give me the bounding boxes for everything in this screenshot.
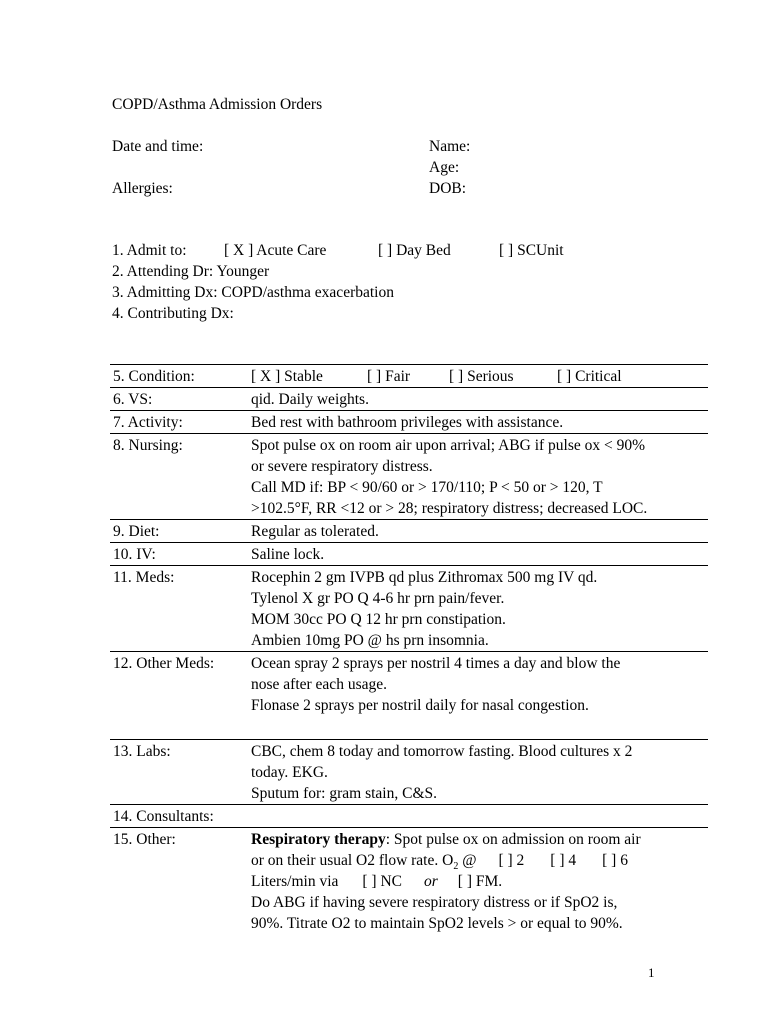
- diet-label: 9. Diet:: [110, 520, 251, 543]
- nursing-value: [251, 434, 708, 520]
- table-row: [110, 520, 708, 543]
- meds-line: Ambien 10mg PO @ hs prn insomnia.: [251, 632, 489, 649]
- titrate-line: 90%. Titrate O2 to maintain SpO2 levels > or equal to 90%.: [251, 915, 623, 932]
- iv-value: [251, 543, 708, 566]
- labs-label: 13. Labs:: [110, 740, 251, 805]
- admit-option-acute-care: [ X ] Acute Care: [224, 242, 327, 259]
- age-label: Age:: [429, 159, 460, 176]
- respiratory-therapy-line: [251, 829, 708, 850]
- activity-text: Bed rest with bathroom privileges with assistance.: [251, 414, 564, 431]
- nc-option: [ ] NC: [362, 873, 402, 890]
- respiratory-therapy-text: : Spot pulse ox on admission on room air: [385, 831, 641, 848]
- activity-value: [251, 411, 708, 434]
- activity-label: 7. Activity:: [110, 411, 251, 434]
- or-text: or: [424, 873, 438, 890]
- condition-option-critical: [ ] Critical: [557, 368, 622, 385]
- other-meds-line: Ocean spray 2 sprays per nostril 4 times a day and blow the: [251, 655, 621, 672]
- vs-value: [251, 388, 708, 411]
- o2-at-text: @: [458, 852, 477, 869]
- labs-line: Sputum for: gram stain, C&S.: [251, 785, 437, 802]
- admitting-dx-line: 3. Admitting Dx: COPD/asthma exacerbation: [112, 284, 394, 301]
- allergies-label: Allergies:: [112, 180, 173, 197]
- flow-option-6: [ ] 6: [602, 852, 628, 869]
- other-value: [251, 828, 708, 935]
- admit-to-label: 1. Admit to:: [112, 242, 187, 259]
- consultants-label: 14. Consultants:: [110, 805, 251, 828]
- flow-option-4: [ ] 4: [550, 852, 577, 869]
- liters-per-min-text: Liters/min via: [251, 873, 339, 890]
- nursing-line: or severe respiratory distress.: [251, 458, 433, 475]
- other-label: 15. Other:: [110, 828, 251, 935]
- o2-flow-line: [251, 850, 708, 871]
- date-time-label: Date and time:: [112, 138, 204, 155]
- admit-to-line: [112, 241, 564, 260]
- table-row: [110, 365, 708, 388]
- dob-label: DOB:: [429, 180, 467, 197]
- table-row: [110, 652, 708, 740]
- table-row: [110, 543, 708, 566]
- fm-option: [ ] FM.: [457, 873, 503, 890]
- condition-label: 5. Condition:: [110, 365, 251, 388]
- nursing-label: 8. Nursing:: [110, 434, 251, 520]
- meds-line: Tylenol X gr PO Q 4-6 hr prn pain/fever.: [251, 590, 505, 607]
- table-row: [110, 566, 708, 652]
- other-meds-line: Flonase 2 sprays per nostril daily for nasal congestion.: [251, 697, 589, 714]
- contributing-dx-line: 4. Contributing Dx:: [112, 305, 234, 322]
- orders-table: [110, 364, 708, 934]
- other-meds-label: 12. Other Meds:: [110, 652, 251, 740]
- page-title: COPD/Asthma Admission Orders: [112, 96, 323, 113]
- condition-option-serious: [ ] Serious: [449, 368, 514, 385]
- nursing-line: >102.5°F, RR <12 or > 28; respiratory distress; decreased LOC.: [251, 500, 648, 517]
- table-row: [110, 805, 708, 828]
- delivery-line: [251, 871, 708, 892]
- table-row: [110, 740, 708, 805]
- admit-option-scunit: [ ] SCUnit: [499, 242, 564, 259]
- vs-text: qid. Daily weights.: [251, 391, 369, 408]
- labs-value: [251, 740, 708, 805]
- meds-line: Rocephin 2 gm IVPB qd plus Zithromax 500 mg IV qd.: [251, 569, 598, 586]
- condition-option-fair: [ ] Fair: [367, 368, 411, 385]
- meds-label: 11. Meds:: [110, 566, 251, 652]
- condition-option-stable: [ X ] Stable: [251, 368, 323, 385]
- diet-value: [251, 520, 708, 543]
- consultants-value: [251, 805, 708, 828]
- other-meds-line: nose after each usage.: [251, 676, 387, 693]
- other-meds-value: [251, 652, 708, 740]
- nursing-line: Call MD if: BP < 90/60 or > 170/110; P < 50 or > 120, T: [251, 479, 603, 496]
- condition-value: [251, 365, 708, 388]
- iv-label: 10. IV:: [110, 543, 251, 566]
- name-label: Name:: [429, 138, 471, 155]
- meds-line: MOM 30cc PO Q 12 hr prn constipation.: [251, 611, 506, 628]
- vs-label: 6. VS:: [110, 388, 251, 411]
- table-row: [110, 411, 708, 434]
- diet-text: Regular as tolerated.: [251, 523, 379, 540]
- o2-flow-text: or on their usual O2 flow rate. O: [251, 852, 454, 869]
- attending-dr-line: 2. Attending Dr: Younger: [112, 263, 270, 280]
- abg-line: Do ABG if having severe respiratory distress or if SpO2 is,: [251, 894, 618, 911]
- o2-subscript: 2: [453, 861, 459, 873]
- nursing-line: Spot pulse ox on room air upon arrival; ABG if pulse ox < 90%: [251, 437, 646, 454]
- table-row: [110, 388, 708, 411]
- flow-option-2: [ ] 2: [498, 852, 525, 869]
- table-row: [110, 434, 708, 520]
- labs-line: CBC, chem 8 today and tomorrow fasting. Blood cultures x 2: [251, 743, 633, 760]
- iv-text: Saline lock.: [251, 546, 325, 563]
- page-number: 1: [648, 965, 655, 980]
- admit-option-day-bed: [ ] Day Bed: [378, 242, 451, 259]
- table-row: [110, 828, 708, 935]
- labs-line: today. EKG.: [251, 764, 328, 781]
- respiratory-therapy-heading: Respiratory therapy: [251, 831, 386, 848]
- meds-value: [251, 566, 708, 652]
